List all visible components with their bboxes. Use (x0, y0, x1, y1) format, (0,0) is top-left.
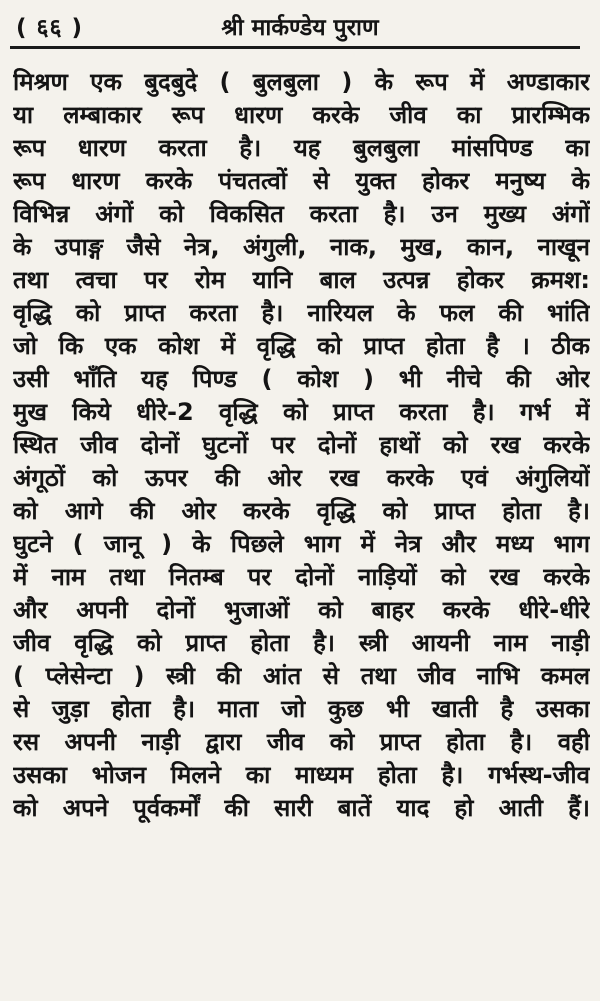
page-number: ( ६६ ) (16, 15, 83, 41)
text-line: तथा त्वचा पर रोम यानि बाल उत्पन्न होकर क्रमश: (13, 266, 590, 294)
text-line: मिश्रण एक बुदबुदे ( बुलबुला ) के रूप में अण्डाकार (13, 68, 590, 96)
text-line: जो कि एक कोश में वृद्धि को प्राप्त होता है । ठीक (13, 332, 590, 360)
text-line: वृद्धि को प्राप्त करता है। नारियल के फल की भांति (13, 299, 590, 327)
text-line: अंगूठों को ऊपर की ओर रख करके एवं अंगुलियों (13, 464, 590, 492)
text-line: जीव वृद्धि को प्राप्त होता है। स्त्री आयनी नाम नाड़ी (13, 629, 590, 657)
text-line: से जुड़ा होता है। माता जो कुछ भी खाती है उसका (13, 695, 590, 723)
text-line: ( प्लेसेन्टा ) स्त्री की आंत से तथा जीव नाभि कमल (13, 662, 590, 690)
text-line: या लम्बाकार रूप धारण करके जीव का प्रारम्भिक (13, 101, 590, 129)
text-line: रूप धारण करके पंचतत्वों से युक्त होकर मनुष्य के (13, 167, 590, 195)
header-rule (10, 46, 580, 49)
text-line: के उपाङ्ग जैसे नेत्र, अंगुली, नाक, मुख, कान, नाखून (13, 233, 590, 261)
text-line: को अपने पूर्वकर्मों की सारी बातें याद हो आती हैं। (13, 794, 590, 822)
text-line: घुटने ( जानू ) के पिछले भाग में नेत्र और मध्य भाग (13, 530, 590, 558)
text-line: विभिन्न अंगों को विकसित करता है। उन मुख्य अंगों (13, 200, 590, 228)
text-line: रूप धारण करता है। यह बुलबुला मांसपिण्ड का (13, 134, 590, 162)
text-line: और अपनी दोनों भुजाओं को बाहर करके धीरे-धीरे (13, 596, 590, 624)
body-text (13, 66, 590, 825)
text-line: मुख किये धीरे-2 वृद्धि को प्राप्त करता है। गर्भ में (13, 398, 590, 426)
text-line: स्थित जीव दोनों घुटनों पर दोनों हाथों को रख करके (13, 431, 590, 459)
text-line: में नाम तथा नितम्ब पर दोनों नाड़ियों को रख करके (13, 563, 590, 591)
text-line: उसी भाँति यह पिण्ड ( कोश ) भी नीचे की ओर (13, 365, 590, 393)
running-title: श्री मार्कण्डेय पुराण (221, 15, 379, 41)
page-header (10, 4, 590, 44)
text-line: उसका भोजन मिलने का माध्यम होता है। गर्भस्थ-जीव (13, 761, 590, 789)
text-line: रस अपनी नाड़ी द्वारा जीव को प्राप्त होता है। वही (13, 728, 590, 756)
text-line: को आगे की ओर करके वृद्धि को प्राप्त होता है। (13, 497, 590, 525)
